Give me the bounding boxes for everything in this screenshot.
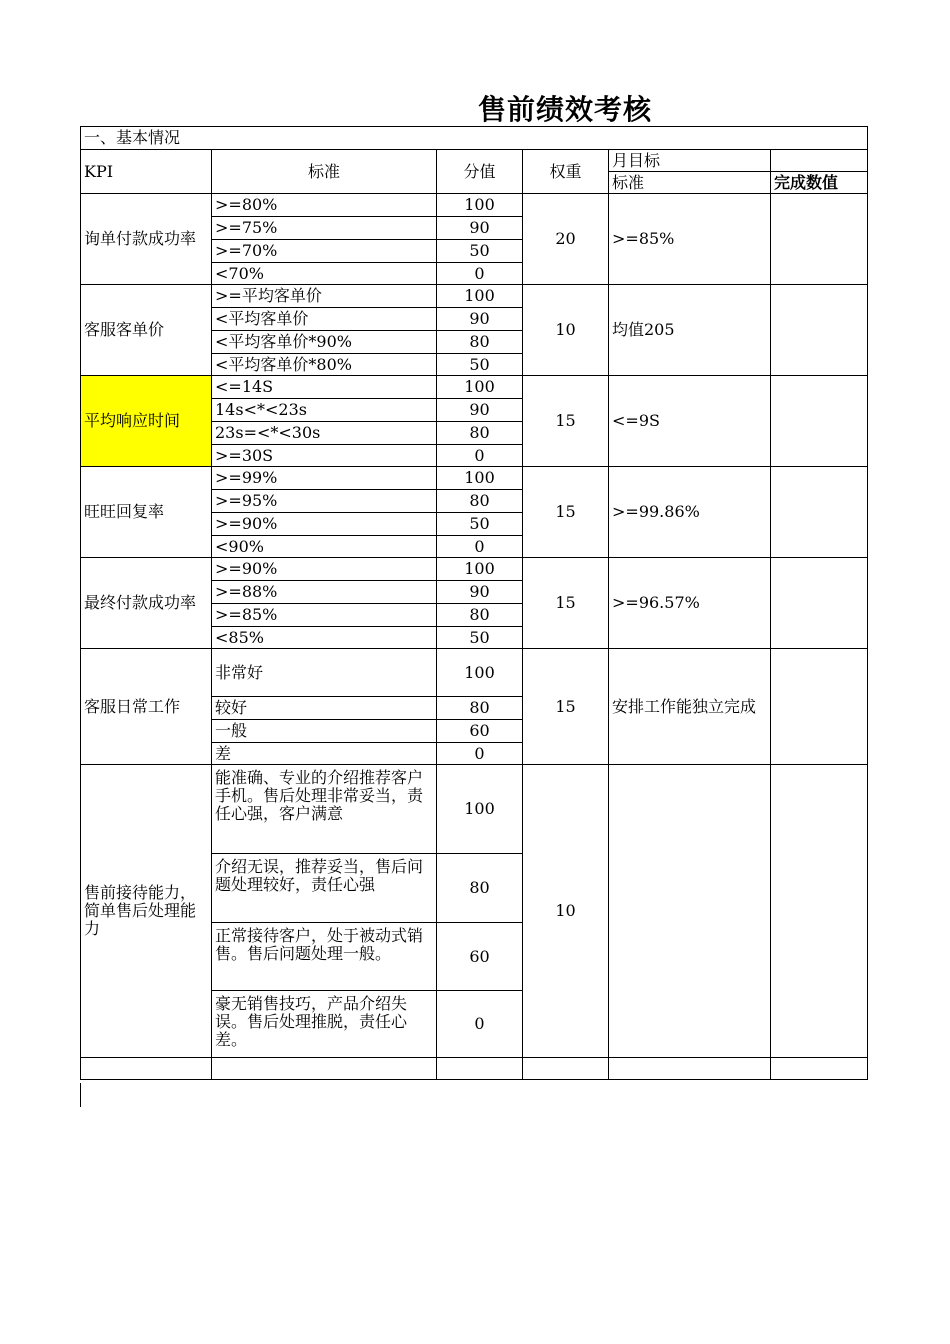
kpi-completion [771, 194, 868, 285]
kpi-score: 80 [437, 604, 523, 627]
kpi-weight: 15 [523, 649, 609, 765]
kpi-score: 90 [437, 581, 523, 604]
kpi-score: 100 [437, 765, 523, 854]
kpi-standard: >=88% [212, 581, 437, 604]
kpi-score: 100 [437, 558, 523, 581]
kpi-score: 80 [437, 854, 523, 923]
kpi-standard: 一般 [212, 720, 437, 743]
kpi-score: 0 [437, 263, 523, 285]
kpi-weight: 20 [523, 194, 609, 285]
kpi-score: 0 [437, 536, 523, 558]
kpi-completion [771, 467, 868, 558]
header-blank [771, 150, 868, 172]
kpi-score: 90 [437, 308, 523, 331]
kpi-completion [771, 765, 868, 1058]
kpi-target [609, 765, 771, 1058]
kpi-standard: >=30S [212, 445, 437, 467]
kpi-score: 80 [437, 490, 523, 513]
kpi-weight: 10 [523, 285, 609, 376]
kpi-standard: 正常接待客户，处于被动式销售。售后问题处理一般。 [212, 923, 437, 991]
kpi-target: >=99.86% [609, 467, 771, 558]
kpi-standard: 能准确、专业的介绍推荐客户手机。售后处理非常妥当，责任心强，客户满意 [212, 765, 437, 854]
kpi-standard: 差 [212, 743, 437, 765]
header-kpi: KPI [81, 150, 212, 194]
kpi-score: 90 [437, 399, 523, 422]
header-score: 分值 [437, 150, 523, 194]
empty-cell [437, 1058, 523, 1080]
kpi-row [81, 558, 868, 581]
kpi-standard: <85% [212, 627, 437, 649]
kpi-standard: 23s=<*<30s [212, 422, 437, 445]
kpi-standard: <90% [212, 536, 437, 558]
kpi-standard: 介绍无误，推荐妥当，售后问题处理较好，责任心强 [212, 854, 437, 923]
kpi-standard: <平均客单价 [212, 308, 437, 331]
kpi-score: 60 [437, 923, 523, 991]
kpi-score: 0 [437, 991, 523, 1058]
kpi-name: 客服客单价 [81, 285, 212, 376]
kpi-target: >=96.57% [609, 558, 771, 649]
kpi-score: 100 [437, 467, 523, 490]
kpi-standard: <平均客单价*80% [212, 354, 437, 376]
kpi-score: 100 [437, 649, 523, 697]
kpi-standard: >=90% [212, 558, 437, 581]
kpi-completion [771, 649, 868, 765]
header-weight: 权重 [523, 150, 609, 194]
empty-cell [81, 1058, 212, 1080]
empty-cell [771, 1058, 868, 1080]
empty-row [81, 1058, 868, 1080]
kpi-name: 询单付款成功率 [81, 194, 212, 285]
empty-cell [609, 1058, 771, 1080]
header-completion-value: 完成数值 [771, 172, 868, 194]
kpi-score: 50 [437, 513, 523, 536]
kpi-score: 0 [437, 445, 523, 467]
kpi-target: <=9S [609, 376, 771, 467]
sheet-title: 售前绩效考核 [477, 93, 652, 126]
kpi-standard: >=95% [212, 490, 437, 513]
kpi-standard: >=80% [212, 194, 437, 217]
kpi-standard: <70% [212, 263, 437, 285]
kpi-standard: >=70% [212, 240, 437, 263]
kpi-standard: 较好 [212, 697, 437, 720]
kpi-name: 售前接待能力，简单售后处理能力 [81, 765, 212, 1058]
kpi-score: 100 [437, 285, 523, 308]
kpi-standard: <=14S [212, 376, 437, 399]
kpi-score: 50 [437, 627, 523, 649]
kpi-completion [771, 376, 868, 467]
header-standard: 标准 [212, 150, 437, 194]
kpi-score: 80 [437, 697, 523, 720]
kpi-score: 80 [437, 331, 523, 354]
kpi-completion [771, 558, 868, 649]
kpi-row [81, 649, 868, 697]
kpi-name: 平均响应时间 [81, 376, 212, 467]
section-heading: 一、基本情况 [81, 127, 868, 150]
kpi-weight: 10 [523, 765, 609, 1058]
kpi-weight: 15 [523, 376, 609, 467]
kpi-standard: <平均客单价*90% [212, 331, 437, 354]
header-target-standard: 标准 [609, 172, 771, 194]
empty-cell [523, 1058, 609, 1080]
kpi-score: 100 [437, 376, 523, 399]
kpi-weight: 15 [523, 467, 609, 558]
kpi-target: 安排工作能独立完成 [609, 649, 771, 765]
kpi-standard: 非常好 [212, 649, 437, 697]
kpi-score: 80 [437, 422, 523, 445]
kpi-score: 100 [437, 194, 523, 217]
kpi-score: 60 [437, 720, 523, 743]
kpi-target: 均值205 [609, 285, 771, 376]
kpi-row [81, 285, 868, 308]
kpi-standard: 豪无销售技巧，产品介绍失误。售后处理推脱，责任心差。 [212, 991, 437, 1058]
kpi-score: 90 [437, 217, 523, 240]
kpi-standard: >=99% [212, 467, 437, 490]
kpi-score: 50 [437, 240, 523, 263]
sheet-left-border [80, 1083, 81, 1107]
kpi-score: 0 [437, 743, 523, 765]
empty-cell [212, 1058, 437, 1080]
kpi-name: 最终付款成功率 [81, 558, 212, 649]
kpi-row [81, 765, 868, 854]
kpi-target: >=85% [609, 194, 771, 285]
kpi-weight: 15 [523, 558, 609, 649]
kpi-name: 旺旺回复率 [81, 467, 212, 558]
kpi-standard: >=85% [212, 604, 437, 627]
kpi-standard: >=平均客单价 [212, 285, 437, 308]
kpi-standard: 14s<*<23s [212, 399, 437, 422]
kpi-row [81, 467, 868, 490]
kpi-name: 客服日常工作 [81, 649, 212, 765]
kpi-completion [771, 285, 868, 376]
kpi-score: 50 [437, 354, 523, 376]
kpi-table [80, 126, 868, 1080]
kpi-standard: >=90% [212, 513, 437, 536]
kpi-row [81, 194, 868, 217]
header-monthly-target: 月目标 [609, 150, 771, 172]
kpi-standard: >=75% [212, 217, 437, 240]
kpi-row [81, 376, 868, 399]
